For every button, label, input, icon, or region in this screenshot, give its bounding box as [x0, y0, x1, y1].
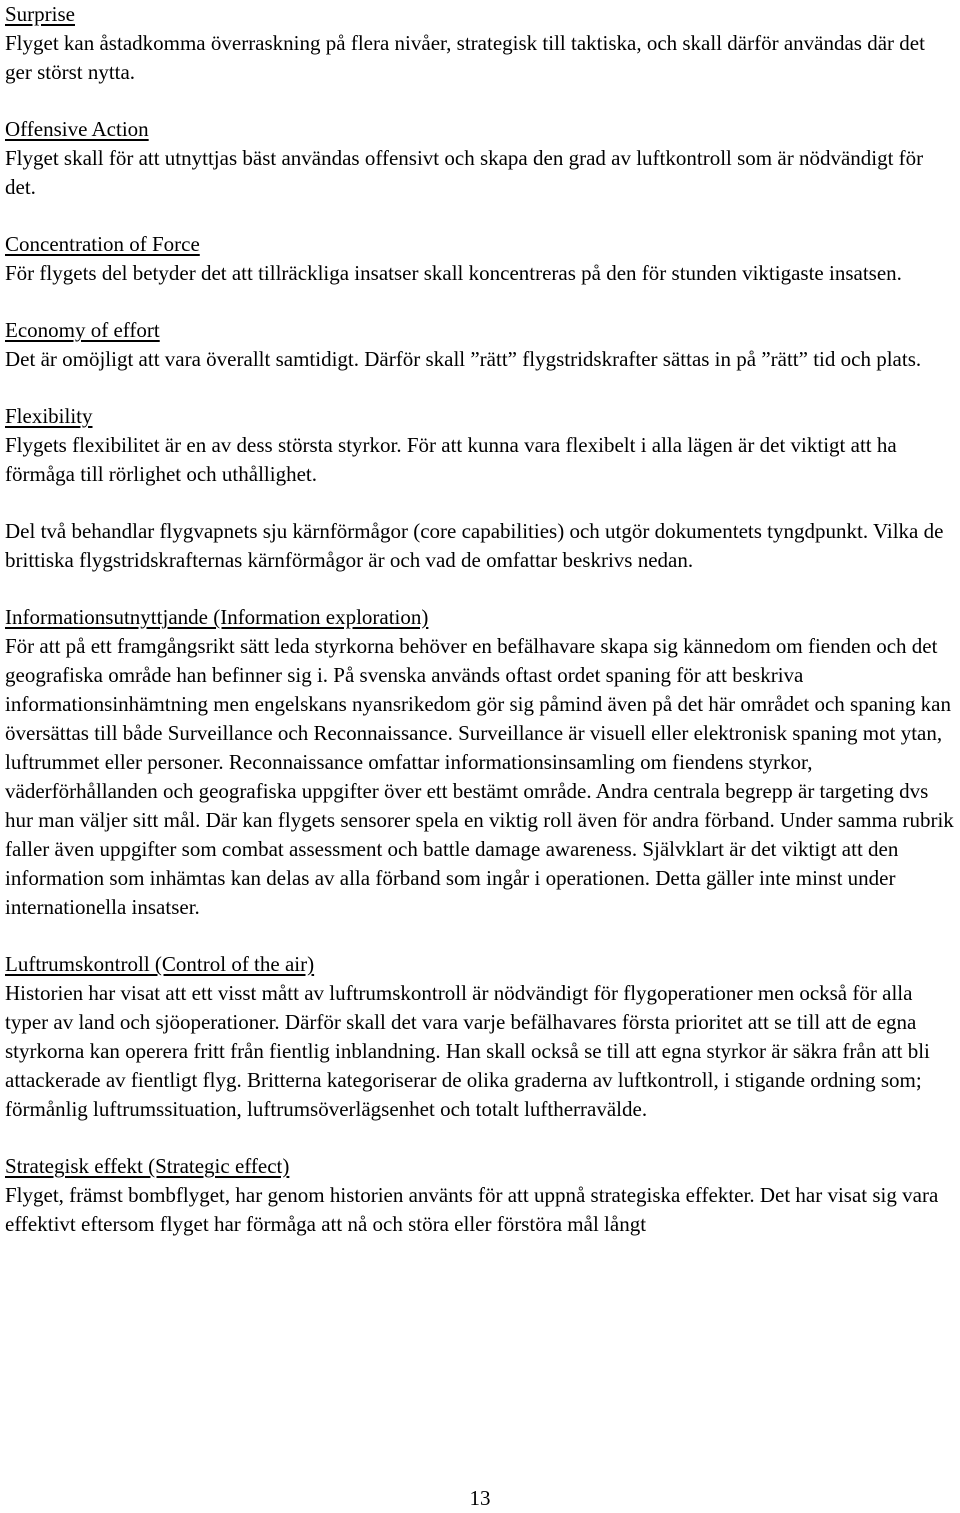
- section-heading: Economy of effort: [5, 318, 160, 342]
- capability-heading: Informationsutnyttjande (Information exploration): [5, 605, 429, 629]
- capability-heading: Strategisk effekt (Strategic effect): [5, 1154, 290, 1178]
- section-body: Flyget skall för att utnyttjas bäst användas offensivt och skapa den grad av luftkontroll som är nödvändigt för det.: [5, 146, 924, 199]
- section-flexibility: [5, 402, 955, 489]
- section-body: Flyget kan åstadkomma överraskning på flera nivåer, strategisk till taktiska, och skall därför användas där det ger störst nytta.: [5, 31, 925, 84]
- section-body: För flygets del betyder det att tillräckliga insatser skall koncentreras på den för stunden viktigaste insatsen.: [5, 261, 902, 285]
- intro-section: [5, 517, 955, 575]
- page-number: 13: [469, 1486, 491, 1510]
- section-surprise: [5, 0, 955, 87]
- capability-body: För att på ett framgångsrikt sätt leda styrkorna behöver en befälhavare skapa sig kännedom om fienden och det geografiska område han befinner sig i. På svenska används oftast ordet spaning för att beskriva informationsinhämtning men engelskans nyansrikedom gör sig påmind även på det här området och spaning kan översättas till både Surveillance och Reconnaissance. Surveillance är visuell eller elektronisk spaning mot ytan, luftrummet eller personer. Reconnaissance omfattar informationsinsamling om fiendens styrkor, väderförhållanden och geografiska uppgifter över ett bestämt område. Andra centrala begrepp är targeting dvs hur man väljer sitt mål. Där kan flygets sensorer spela en viktig roll även för andra förband. Under samma rubrik faller även uppgifter som combat assessment och battle damage awareness. Självklart är det viktigt att den information som inhämtas kan delas av alla förband som ingår i operationen. Detta gäller inte minst under internationella insatser.: [5, 634, 954, 919]
- capability-control-of-the-air: [5, 950, 955, 1124]
- capability-body: Historien har visat att ett visst mått av luftrumskontroll är nödvändigt för flygoperationer men också för alla typer av land och sjöoperationer. Därför skall det vara varje befälhavares första prioritet att se till att de egna styrkorna kan operera fritt från fientlig inblandning. Han skall också se till att egna styrkor är säkra från att bli attackerade av fientligt flyg. Britterna kategoriserar de olika graderna av luftkontroll, i stigande ordning som; förmånlig luftrumssituation, luftrumsöverlägsenhet och totalt luftherravälde.: [5, 981, 930, 1121]
- section-concentration-of-force: [5, 230, 955, 288]
- section-heading: Concentration of Force: [5, 232, 200, 256]
- section-economy-of-effort: [5, 316, 955, 374]
- section-offensive-action: [5, 115, 955, 202]
- intro-paragraph: Del två behandlar flygvapnets sju kärnförmågor (core capabilities) och utgör dokumentets tyngdpunkt. Vilka de brittiska flygstridskrafternas kärnförmågor är och vad de omfattar beskrivs nedan.: [5, 519, 944, 572]
- section-heading: Surprise: [5, 2, 75, 26]
- capability-heading: Luftrumskontroll (Control of the air): [5, 952, 315, 976]
- section-body: Flygets flexibilitet är en av dess största styrkor. För att kunna vara flexibelt i alla lägen är det viktigt att ha förmåga till rörlighet och uthållighet.: [5, 433, 897, 486]
- capability-body: Flyget, främst bombflyget, har genom historien använts för att uppnå strategiska effekter. Det har visat sig vara effektivt eftersom flyget har förmåga att nå och störa eller förstöra mål långt: [5, 1183, 939, 1236]
- section-body: Det är omöjligt att vara överallt samtidigt. Därför skall ”rätt” flygstridskrafter sättas in på ”rätt” tid och plats.: [5, 347, 922, 371]
- section-heading: Offensive Action: [5, 117, 149, 141]
- document-page: [5, 0, 955, 1267]
- capability-information-exploration: [5, 603, 955, 922]
- section-heading: Flexibility: [5, 404, 93, 428]
- capability-strategic-effect: [5, 1152, 955, 1239]
